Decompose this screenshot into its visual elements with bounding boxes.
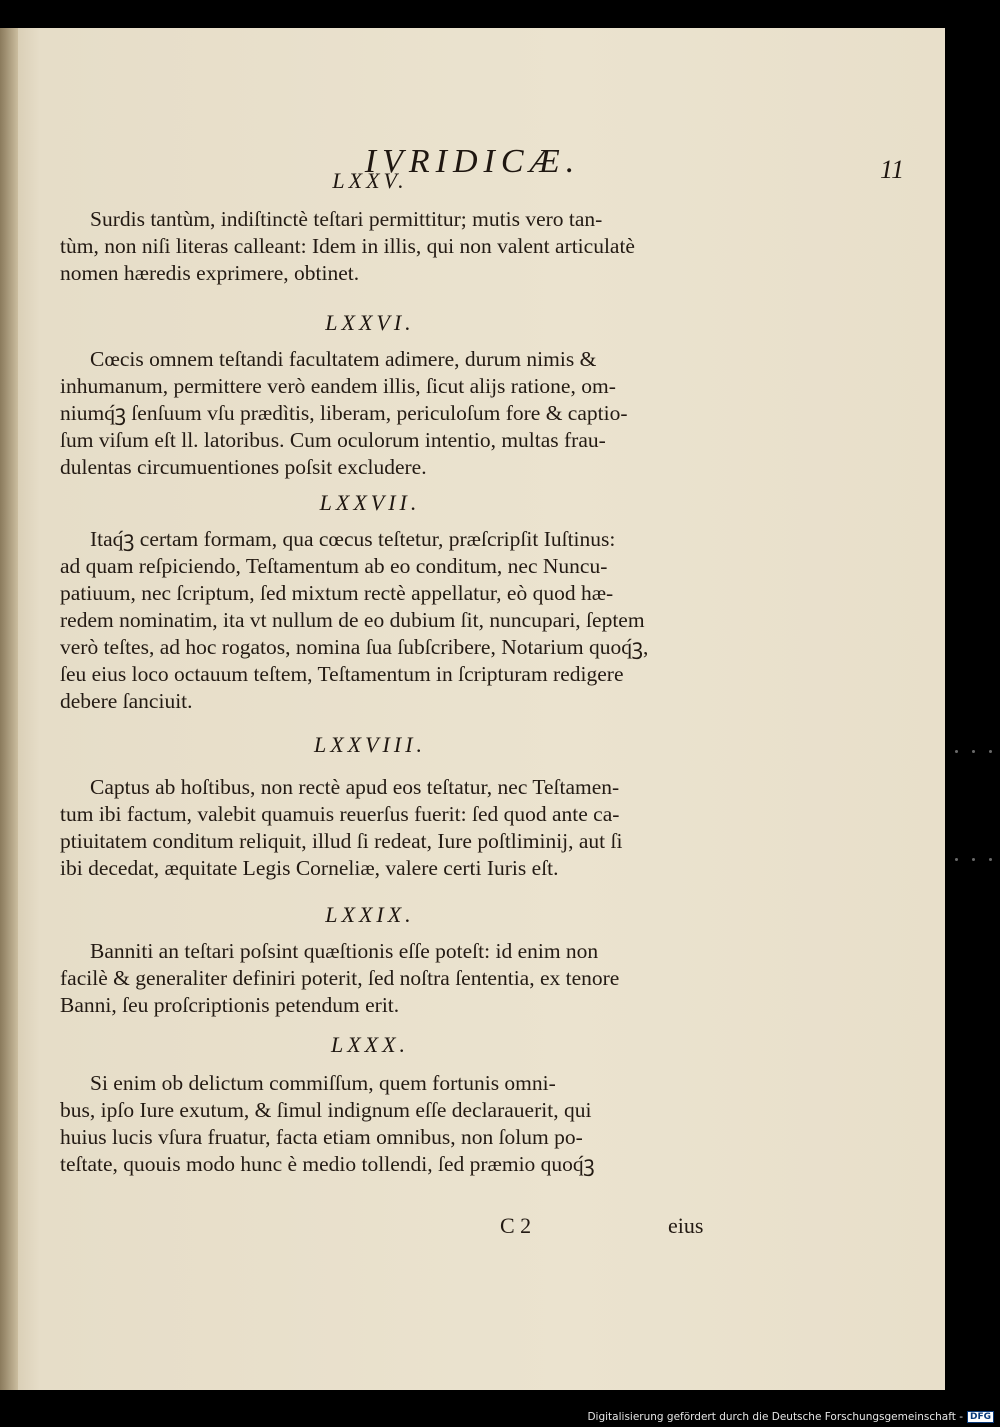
text-line: Captus ab hoſtibus, non rectè apud eos teſtatur, nec Teſtamen- — [90, 775, 620, 799]
section-paragraph — [60, 346, 735, 481]
catchword: eius — [668, 1213, 704, 1238]
scan-edge-dot — [989, 750, 992, 753]
scan-edge-dot — [955, 750, 958, 753]
page-number: 11 — [880, 155, 905, 184]
digitization-credit — [587, 1411, 994, 1423]
credit-text: Digitalisierung gefördert durch die Deutsche Forschungsgemeinschaft - — [587, 1411, 963, 1423]
text-line: dulentas circumuentiones poſsit excludere. — [60, 455, 427, 479]
text-line: tùm, non niſi literas calleant: Idem in illis, qui non valent articulatè — [60, 234, 635, 258]
text-line: inhumanum, permittere verò eandem illis, ſicut alijs ratione, om- — [60, 374, 616, 398]
text-line: ſeu eius loco octauum teſtem, Teſtamentum in ſcripturam redigere — [60, 662, 624, 686]
scan-edge-dot — [972, 858, 975, 861]
text-line: ptiuitatem conditum reliquit, illud ſi redeat, Iure poſtliminij, aut ſi — [60, 829, 623, 853]
text-line: huius lucis vſura fruatur, facta etiam omnibus, non ſolum po- — [60, 1125, 583, 1149]
text-line: redem nominatim, ita vt nullum de eo dubium ſit, nuncupari, ſeptem — [60, 608, 645, 632]
section-heading: LXXIX. — [325, 902, 415, 927]
scan-edge-dot — [955, 858, 958, 861]
signature-mark: C 2 — [500, 1213, 532, 1238]
text-line: verò teſtes, ad hoc rogatos, nomina ſua ſubſcribere, Notarium quoq́ꝫ, — [60, 635, 649, 659]
section-heading: LXXVIII. — [313, 732, 427, 757]
text-line: Surdis tantùm, indiſtinctè teſtari permittitur; mutis vero tan- — [90, 207, 603, 231]
scan-edge-dot — [989, 858, 992, 861]
book-page — [0, 28, 945, 1390]
text-line: nomen hæredis exprimere, obtinet. — [60, 261, 360, 285]
text-line: Banni, ſeu proſcriptionis petendum erit. — [60, 993, 400, 1017]
dfg-logo: DFG — [967, 1411, 994, 1423]
section-paragraph — [60, 774, 735, 882]
text-line: Itaq́ꝫ certam formam, qua cœcus teſtetur, præſcripſit Iuſtinus: — [90, 527, 616, 551]
section-heading: LXXVI. — [325, 310, 415, 335]
section-heading: LXXVII. — [319, 490, 421, 515]
section-heading: LXXV. — [332, 168, 408, 193]
text-line: niumq́ꝫ ſenſuum vſu prædìtis, liberam, periculoſum fore & captio- — [60, 401, 628, 425]
section-paragraph — [60, 938, 735, 1019]
text-line: Si enim ob delictum commiſſum, quem fortunis omni- — [90, 1071, 556, 1095]
text-line: facilè & generaliter definiri poterit, ſed noſtra ſententia, ex tenore — [60, 966, 620, 990]
scan-edge-dot — [972, 750, 975, 753]
text-line: tum ibi factum, valebit quamuis reuerſus fuerit: ſed quod ante ca- — [60, 802, 620, 826]
page-gutter — [0, 28, 18, 1390]
section-paragraph — [60, 206, 735, 287]
section-paragraph — [60, 1070, 735, 1178]
text-line: ſum viſum eſt ll. latoribus. Cum oculorum intentio, multas frau- — [60, 428, 606, 452]
running-head: IVRIDICÆ. — [364, 143, 581, 180]
text-line: bus, ipſo Iure exutum, & ſimul indignum eſſe declarauerit, qui — [60, 1098, 592, 1122]
text-line: ibi decedat, æquitate Legis Corneliæ, valere certi Iuris eſt. — [60, 856, 559, 880]
text-line: patiuum, nec ſcriptum, ſed mixtum rectè appellatur, eò quod hæ- — [60, 581, 614, 605]
text-line: ad quam reſpiciendo, Teſtamentum ab eo conditum, nec Nuncu- — [60, 554, 608, 578]
text-line: Banniti an teſtari poſsint quæſtionis eſſe poteſt: id enim non — [90, 939, 599, 963]
text-line: debere ſanciuit. — [60, 689, 193, 713]
section-heading: LXXX. — [330, 1032, 410, 1057]
section-paragraph — [60, 526, 735, 715]
text-line: teſtate, quouis modo hunc è medio tollendi, ſed præmio quoq́ꝫ — [60, 1152, 595, 1176]
text-line: Cœcis omnem teſtandi facultatem adimere, durum nimis & — [90, 347, 597, 371]
